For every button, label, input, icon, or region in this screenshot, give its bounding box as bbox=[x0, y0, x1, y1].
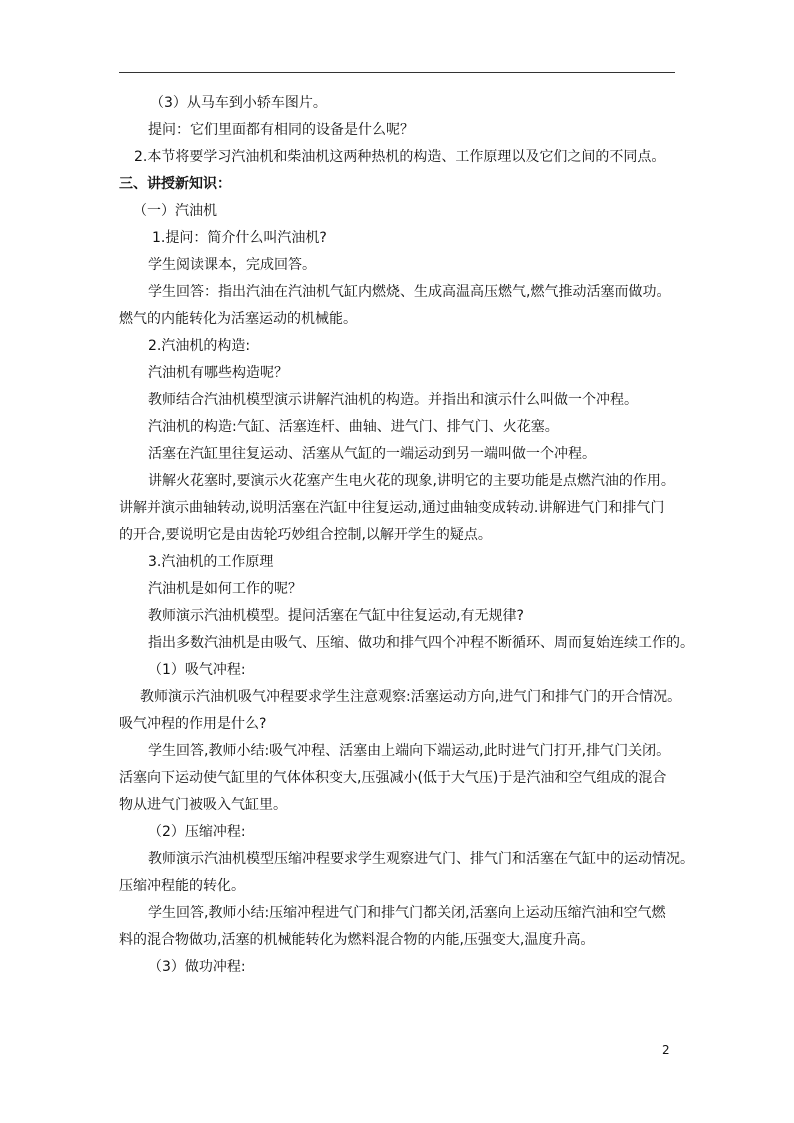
text-line: 学生回答：指出汽油在汽油机气缸内燃烧、生成高温高压燃气,燃气推动活塞而做功。 bbox=[148, 284, 671, 300]
section-heading: 三、讲授新知识： bbox=[119, 176, 231, 192]
text-line: （3）从马车到小轿车图片。 bbox=[150, 95, 327, 111]
text-line: 的开合,要说明它是由齿轮巧妙组合控制,以解开学生的疑点。 bbox=[119, 527, 492, 543]
text-line: 物从进气门被吸入气缸里。 bbox=[119, 797, 287, 813]
text-line: 燃气的内能转化为活塞运动的机械能。 bbox=[119, 311, 357, 327]
text-line: 料的混合物做功,活塞的机械能转化为燃料混合物的内能,压强变大,温度升高。 bbox=[119, 932, 595, 948]
text-line: 教师演示汽油机吸气冲程要求学生注意观察:活塞运动方向,进气门和排气门的开合情况。 bbox=[140, 689, 682, 705]
text-line: 提问：它们里面都有相同的设备是什么呢？ bbox=[148, 122, 414, 138]
header-rule bbox=[119, 72, 675, 73]
text-line: 教师演示汽油机模型压缩冲程要求学生观察进气门、排气门和活塞在气缸中的运动情况。 bbox=[148, 851, 694, 867]
text-line: 汽油机是如何工作的呢？ bbox=[148, 581, 302, 597]
text-line: 2.本节将要学习汽油机和柴油机这两种热机的构造、工作原理以及它们之间的不同点。 bbox=[134, 149, 666, 165]
text-line: （2）压缩冲程: bbox=[148, 824, 246, 840]
text-line: 讲解火花塞时,要演示火花塞产生电火花的现象,讲明它的主要功能是点燃汽油的作用。 bbox=[148, 473, 675, 489]
text-line: 学生阅读课本，完成回答。 bbox=[148, 257, 316, 273]
text-line: 压缩冲程能的转化。 bbox=[119, 878, 245, 894]
text-line: 学生回答,教师小结:压缩冲程进气门和排气门都关闭,活塞向上运动压缩汽油和空气燃 bbox=[148, 905, 666, 921]
text-line: 活塞在汽缸里往复运动、活塞从气缸的一端运动到另一端叫做一个冲程。 bbox=[148, 446, 596, 462]
subsection-heading: （一）汽油机 bbox=[133, 203, 217, 219]
page-number: 2 bbox=[662, 1043, 670, 1057]
text-line: 吸气冲程的作用是什么? bbox=[119, 716, 267, 732]
text-line: 3.汽油机的工作原理 bbox=[148, 554, 274, 570]
text-line: 汽油机的构造:气缸、活塞连杆、曲轴、进气门、排气门、火花塞。 bbox=[148, 419, 559, 435]
text-line: 2.汽油机的构造: bbox=[148, 338, 251, 354]
text-line: 教师结合汽油机模型演示讲解汽油机的构造。并指出和演示什么叫做一个冲程。 bbox=[148, 392, 638, 408]
text-line: 学生回答,教师小结:吸气冲程、活塞由上端向下端运动,此时进气门打开,排气门关闭。 bbox=[148, 743, 671, 759]
text-line: 教师演示汽油机模型。提问活塞在气缸中往复运动,有无规律? bbox=[148, 608, 524, 624]
text-line: （1）吸气冲程: bbox=[148, 662, 246, 678]
text-line: 汽油机有哪些构造呢？ bbox=[148, 365, 288, 381]
text-line: 指出多数汽油机是由吸气、压缩、做功和排气四个冲程不断循环、周而复始连续工作的。 bbox=[148, 635, 694, 651]
text-line: 1.提问：简介什么叫汽油机? bbox=[152, 230, 327, 246]
text-line: （3）做功冲程: bbox=[148, 959, 246, 975]
text-line: 讲解并演示曲轴转动,说明活塞在汽缸中往复运动,通过曲轴变成转动.讲解进气门和排气门 bbox=[119, 500, 665, 516]
text-line: 活塞向下运动使气缸里的气体体积变大,压强减小(低于大气压)于是汽油和空气组成的混合 bbox=[119, 770, 667, 786]
